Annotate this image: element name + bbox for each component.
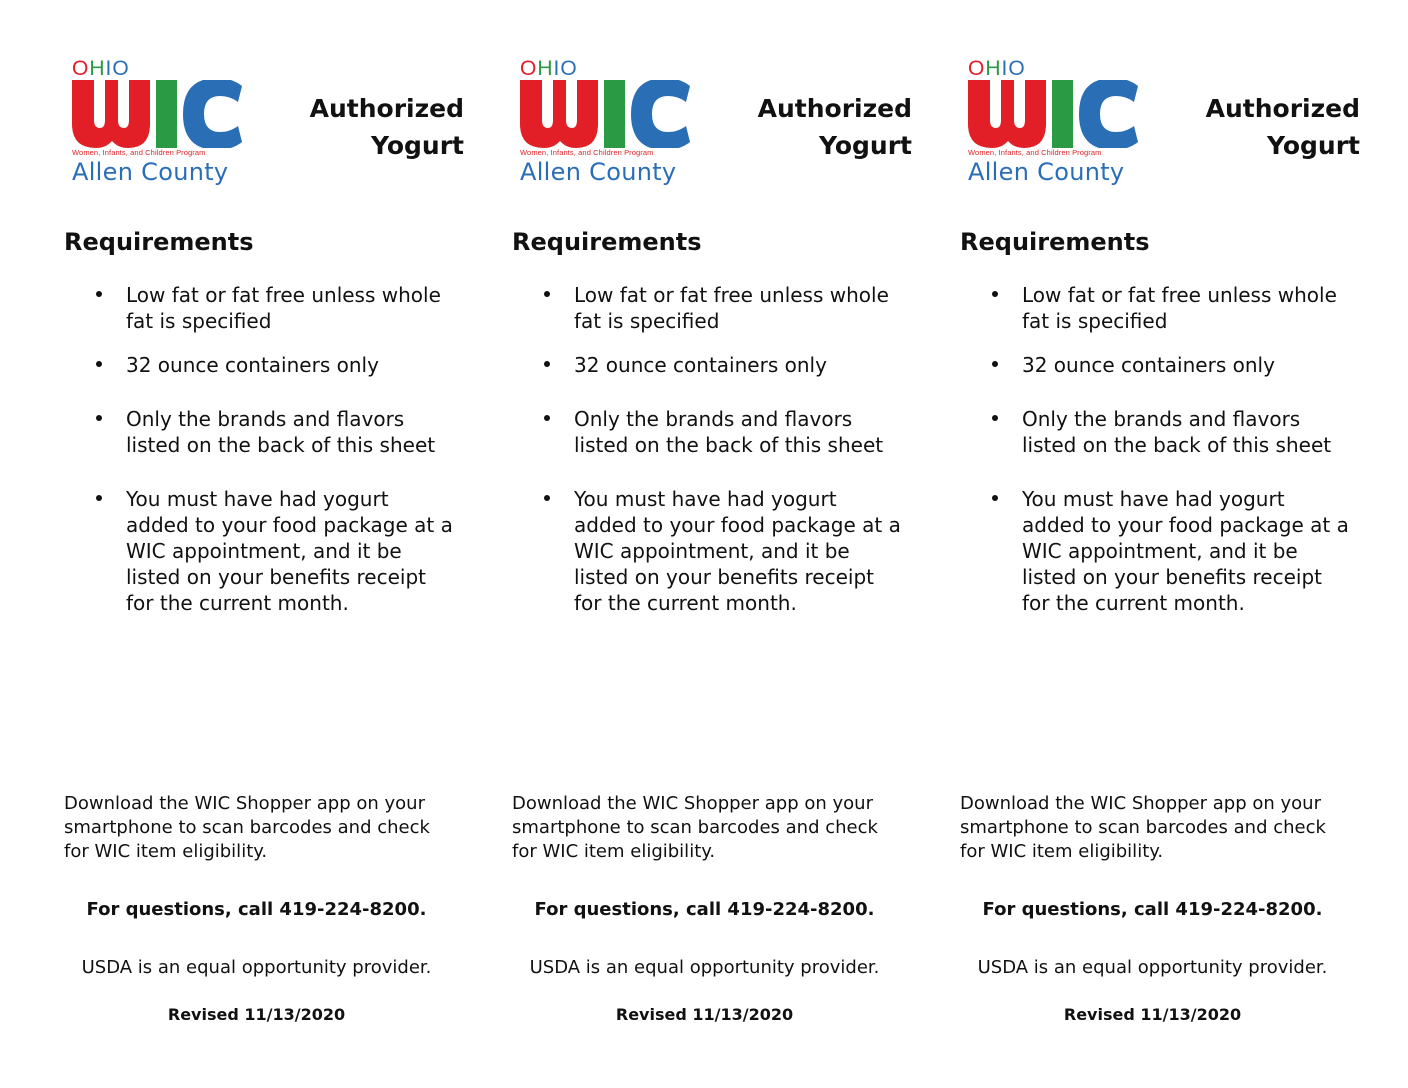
title-line-yogurt: Yogurt <box>1267 131 1360 160</box>
revised-date: Revised 11/13/2020 <box>167 1005 346 1024</box>
logo-state-text: OHIO <box>72 57 130 80</box>
bullet-dot-icon <box>544 361 550 367</box>
flyer-title <box>712 90 912 164</box>
bullet-dot-icon <box>992 291 998 297</box>
bullet-dot-icon <box>96 495 102 501</box>
ohio-wic-logo <box>968 58 1138 193</box>
revised-date: Revised 11/13/2020 <box>1063 1005 1242 1024</box>
requirements-heading: Requirements <box>960 228 1150 256</box>
logo-county: Allen County <box>520 158 677 186</box>
bullet-dot-icon <box>544 291 550 297</box>
title-line-authorized: Authorized <box>309 94 464 123</box>
bullet-dot-icon <box>544 415 550 421</box>
questions-phone: For questions, call 419-224-8200. <box>982 899 1323 920</box>
questions-phone: For questions, call 419-224-8200. <box>86 899 427 920</box>
wic-letters-graphic <box>72 80 242 148</box>
bullet-dot-icon <box>992 415 998 421</box>
flyer-card: OHIO Women, Infants, and Children Program Allen County Authorized Yogurt Requirements Low fat or fat free unless whole fat is specified 32 ounce containers only Only the brands and flavors listed on the back of this sheet You must have had yogurt added to your food package at a WIC appointment, and it be listed on your benefits receipt for the current month. Download the WIC Shopper app on your smartphone to scan barcodes and check for WIC item eligibility. For questions, call 419-224-8200. USDA is an equal opportunity provider. Revised 11/13/2020 <box>64 57 464 1024</box>
title-line-authorized: Authorized <box>757 94 912 123</box>
bullet-dot-icon <box>992 361 998 367</box>
logo-tagline: Women, Infants, and Children Program <box>72 148 206 157</box>
bullet-dot-icon <box>96 415 102 421</box>
logo-state-text: OHIO <box>520 57 578 80</box>
wic-shopper-note: Download the WIC Shopper app on your smartphone to scan barcodes and check for WIC item eligibility. <box>512 793 878 862</box>
usda-statement: USDA is an equal opportunity provider. <box>81 957 432 978</box>
usda-statement: USDA is an equal opportunity provider. <box>529 957 880 978</box>
questions-phone: For questions, call 419-224-8200. <box>534 899 875 920</box>
title-line-yogurt: Yogurt <box>819 131 912 160</box>
ohio-wic-logo <box>520 58 690 193</box>
ohio-wic-logo <box>72 58 242 193</box>
flyer-card: OHIO Women, Infants, and Children Program Allen County Authorized Yogurt Requirements Low fat or fat free unless whole fat is specified 32 ounce containers only Only the brands and flavors listed on the back of this sheet You must have had yogurt added to your food package at a WIC appointment, and it be listed on your benefits receipt for the current month. Download the WIC Shopper app on your smartphone to scan barcodes and check for WIC item eligibility. For questions, call 419-224-8200. USDA is an equal opportunity provider. Revised 11/13/2020 <box>960 57 1360 1024</box>
logo-state-text: OHIO <box>968 57 1026 80</box>
bullet-dot-icon <box>96 361 102 367</box>
flyer-title <box>1160 90 1360 164</box>
flyer-title <box>264 90 464 164</box>
wic-shopper-note: Download the WIC Shopper app on your smartphone to scan barcodes and check for WIC item eligibility. <box>960 793 1326 862</box>
requirements-heading: Requirements <box>64 228 254 256</box>
flyer-card: OHIO Women, Infants, and Children Program Allen County Authorized Yogurt Requirements Low fat or fat free unless whole fat is specified 32 ounce containers only Only the brands and flavors listed on the back of this sheet You must have had yogurt added to your food package at a WIC appointment, and it be listed on your benefits receipt for the current month. Download the WIC Shopper app on your smartphone to scan barcodes and check for WIC item eligibility. For questions, call 419-224-8200. USDA is an equal opportunity provider. Revised 11/13/2020 <box>512 57 912 1024</box>
title-line-authorized: Authorized <box>1205 94 1360 123</box>
logo-county: Allen County <box>72 158 229 186</box>
logo-tagline: Women, Infants, and Children Program <box>520 148 654 157</box>
wic-letters-graphic <box>968 80 1138 148</box>
bullet-dot-icon <box>544 495 550 501</box>
requirements-heading: Requirements <box>512 228 702 256</box>
usda-statement: USDA is an equal opportunity provider. <box>977 957 1328 978</box>
revised-date: Revised 11/13/2020 <box>615 1005 794 1024</box>
title-line-yogurt: Yogurt <box>371 131 464 160</box>
logo-tagline: Women, Infants, and Children Program <box>968 148 1102 157</box>
bullet-dot-icon <box>96 291 102 297</box>
wic-letters-graphic <box>520 80 690 148</box>
wic-shopper-note: Download the WIC Shopper app on your smartphone to scan barcodes and check for WIC item eligibility. <box>64 793 430 862</box>
logo-county: Allen County <box>968 158 1125 186</box>
bullet-dot-icon <box>992 495 998 501</box>
